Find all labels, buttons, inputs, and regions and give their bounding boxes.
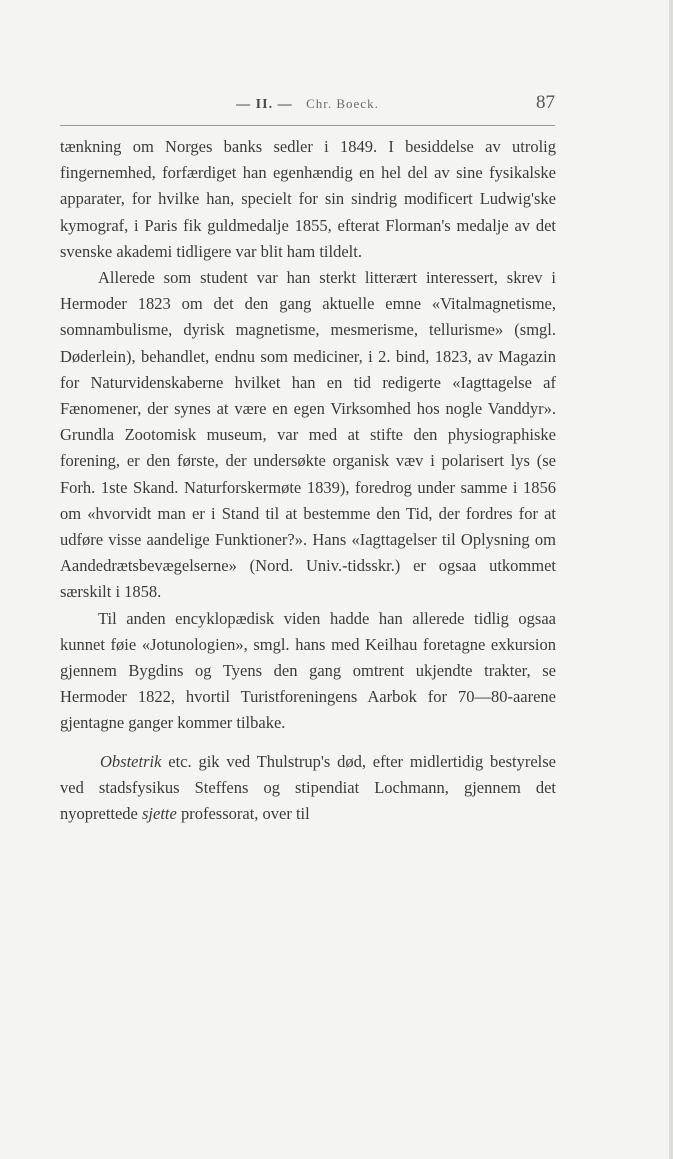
- paragraph-obstetrik: [60, 749, 556, 828]
- italic-term: sjette: [142, 804, 177, 824]
- author-name: Chr. Boeck.: [306, 96, 379, 111]
- page-edge: [669, 0, 673, 1159]
- running-head-title: [60, 96, 555, 113]
- running-head: [60, 92, 555, 122]
- page-number: 87: [536, 92, 555, 113]
- section-label: — II. —: [236, 97, 293, 112]
- paragraph: Allerede som student var han sterkt litterært interessert, skrev i Hermoder 1823 om det den gang aktuelle emne «Vitalmagnetisme, somnambulisme, dyrisk magnetisme, mesmerisme, tellurisme» (smgl. Døderlein), behandlet, endnu som mediciner, i 2. bind, 1823, av Magazin for Naturvidenskaberne hvilket han en tid redigerte «Iagttagelse af Fænomener, der synes at være en egen Virksomhed hos nogle Vanddyr». Grundla Zootomisk museum, var med at stifte den physiographiske forening, er den første, der undersøkte organisk væv i polarisert lys (se Forh. 1ste Skand. Naturforskermøte 1839), foredrog under samme i 1856 om «hvorvidt man er i Stand til at bestemme den Tid, der fordres for at udføre visse aandelige Funktioner?». Hans «Iagttagelser til Oplysning om Aandedrætsbevægelserne» (Nord. Univ.-tidsskr.) er ogsaa utkommet særskilt i 1858.: [60, 268, 556, 602]
- paragraph-text: etc. gik ved Thulstrup's død, efter midlertidig bestyrelse ved stadsfysikus Steffens og stipendiat Lochmann, gjennem det nyoprettede: [60, 751, 556, 824]
- paragraph-text: professorat, over til: [176, 804, 310, 824]
- body-text: [60, 134, 556, 827]
- header-rule: [60, 125, 555, 126]
- paragraph-continued: tænkning om Norges banks sedler i 1849. I besiddelse av utrolig fingernemhed, forfærdiget han egenhændig en hel del av sine fysikalske apparater, for hvilke han, specielt for sin sindrig modificert Ludwig'ske kymograf, i Paris fik guldmedalje 1855, efterat Florman's medalje av det svenske akademi tidligere var blit ham tildelt.: [60, 137, 556, 261]
- paragraph: Til anden encyklopædisk viden hadde han allerede tidlig ogsaa kunnet føie «Jotunologien», smgl. hans med Keilhau foretagne exkursion gjennem Bygdins og Tyens den gang omtrent ukjendte trakter, se Hermoder 1822, hvortil Turistforeningens Aarbok for 70—80-aarene gjentagne ganger kommer tilbake.: [60, 608, 556, 733]
- italic-term: Obstetrik: [100, 751, 162, 771]
